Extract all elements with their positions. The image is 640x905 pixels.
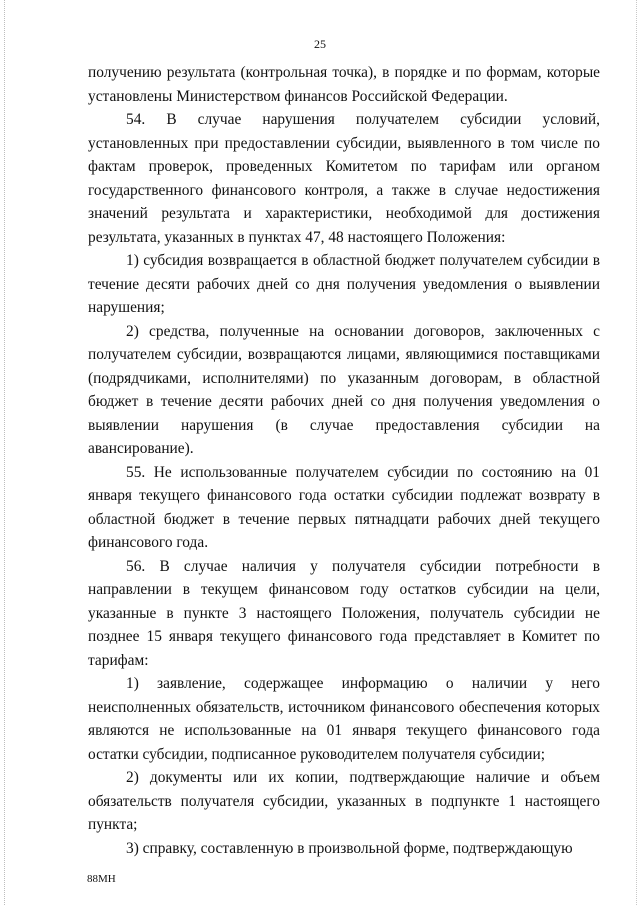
paragraph-56-item-2: 2) документы или их копии, подтверждающие наличие и объем обязательств получателя субсидии, указанных в подпункте 1 настоящего пункта;	[88, 769, 600, 833]
paragraph-55: 55. Не использованные получателем субсидии по состоянию на 01 января текущего финансового года остатки субсидии подлежат возврату в областной бюджет в течение первых пятнадцати рабочих дней текущего финансового года.	[88, 463, 600, 551]
paragraph-56: 56. В случае наличия у получателя субсидии потребности в направлении в текущем финансовом году остатков субсидии на цели, указанные в пункте 3 настоящего Положения, получатель субсидии не позднее 15 января текущего финансового года представляет в Комитет по тарифам:	[88, 557, 600, 669]
page-number: 25	[314, 37, 326, 51]
scan-edge-left	[4, 0, 5, 905]
document-body	[88, 61, 600, 860]
paragraph-56-item-3: 3) справку, составленную в произвольной форме, подтверждающую	[126, 839, 573, 857]
paragraph-56-item-1: 1) заявление, содержащее информацию о наличии у него неисполненных обязательств, источником финансового обеспечения которых являются не использованные на 01 января текущего финансового года остатки субсидии, подписанное руководителем получателя субсидии;	[88, 675, 600, 763]
scan-edge-right	[636, 0, 637, 905]
paragraph-54: 54. В случае нарушения получателем субсидии условий, установленных при предоставлении субсидии, выявленного в том числе по фактам проверок, проведенных Комитетом по тарифам или органом государственного финансового контроля, а также в случае недостижения значений результата и характеристики, необходимой для достижения результата, указанных в пунктах 47, 48 настоящего Положения:	[88, 111, 600, 246]
paragraph-continuation: получению результата (контрольная точка), в порядке и по формам, которые установлены Министерством финансов Российской Федерации.	[88, 64, 600, 105]
paragraph-54-item-1: 1) субсидия возвращается в областной бюджет получателем субсидии в течение десяти рабочих дней со дня получения уведомления о выявлении нарушения;	[88, 252, 600, 316]
footer-code: 88МН	[87, 873, 116, 885]
paragraph-54-item-2: 2) средства, полученные на основании договоров, заключенных с получателем субсидии, возвращаются лицами, являющимися поставщиками (подрядчиками, исполнителями) по указанным договорам, в областной бюджет в течение десяти рабочих дней со дня получения уведомления о выявлении нарушения (в случае предоставления субсидии на авансирование).	[88, 322, 600, 457]
